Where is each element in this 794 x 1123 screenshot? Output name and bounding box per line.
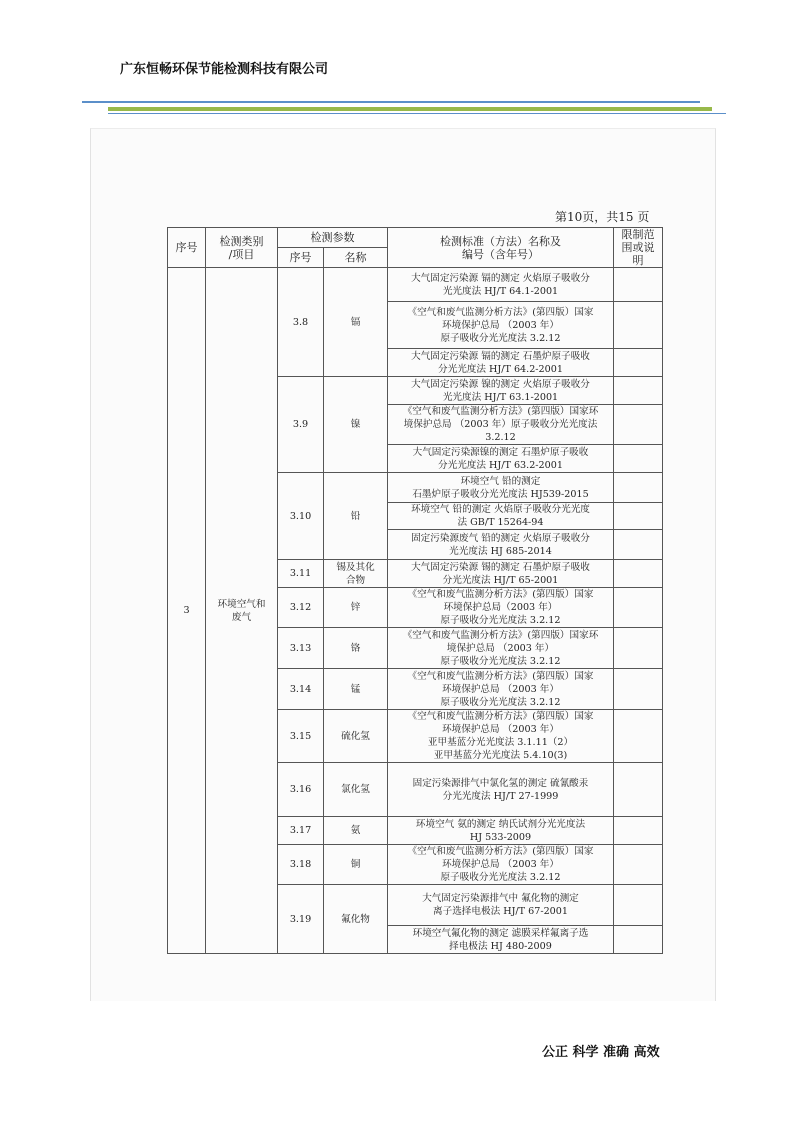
cell-line: 择电极法 HJ 480-2009 (449, 940, 552, 952)
cell-line: 环境空气氟化物的测定 滤膜采样氟离子选 (412, 927, 589, 939)
cell-line: 大气固定污染源镍的测定 石墨炉原子吸收 (412, 446, 589, 458)
cell-line: 大气固定污染源 镍的测定 火焰原子吸收分 (411, 378, 590, 390)
header-params: 检测参数 (278, 228, 388, 248)
param-name (324, 885, 388, 954)
header-param-seq: 序号 (278, 248, 324, 268)
header-param-name: 名称 (324, 248, 388, 268)
cell-line: 原子吸收分光光度法 3.2.12 (440, 332, 561, 344)
limit-cell (614, 503, 663, 530)
param-name (324, 628, 388, 669)
cell-line: 固定污染源排气中氯化氢的测定 硫氰酸汞 (412, 777, 589, 789)
standard-cell (388, 885, 614, 926)
cell-line: 编号（含年号） (462, 247, 539, 261)
limit-cell (614, 560, 663, 588)
param-number: 3.16 (278, 763, 324, 817)
standard-cell (388, 268, 614, 302)
cell-line: 境保护总局 （2003 年） (446, 642, 555, 654)
cell-line: 石墨炉原子吸收分光光度法 HJ539-2015 (412, 488, 589, 500)
cell-line: HJ 533-2009 (469, 831, 532, 843)
param-name (324, 588, 388, 628)
cell-line: 《空气和废气监测分析方法》(第四版）国家环 (402, 406, 599, 417)
param-name (324, 845, 388, 885)
cell-line: 光光度法 HJ/T 63.1-2001 (442, 391, 559, 403)
param-name (324, 669, 388, 710)
limit-cell (614, 268, 663, 302)
cell-line: 锌 (350, 602, 361, 613)
table-row (168, 268, 663, 302)
limit-cell (614, 817, 663, 845)
cell-line: 固定污染源废气 铅的测定 火焰原子吸收分 (411, 532, 590, 544)
cell-line: 《空气和废气监测分析方法》(第四版）国家 (407, 711, 594, 722)
cell-line: 分光光度法 HJ/T 65-2001 (442, 574, 559, 586)
param-number: 3.14 (278, 669, 324, 710)
cell-line: 《空气和废气监测分析方法》(第四版）国家 (407, 589, 594, 600)
param-number: 3.18 (278, 845, 324, 885)
cell-line: 大气固定污染源 镉的测定 石墨炉原子吸收 (411, 350, 590, 362)
cell-line: 大气固定污染源排气中 氟化物的测定 (422, 893, 579, 904)
test-method-table (167, 227, 663, 954)
cell-line: 分光光度法 HJ/T 64.2-2001 (438, 363, 563, 375)
cell-line: 《空气和废气监测分析方法》(第四版）国家 (407, 846, 594, 857)
cell-line: 环境空气 氨的测定 纳氏试剂分光光度法 (415, 818, 586, 830)
header-rule-green (108, 107, 712, 111)
cell-line: 原子吸收分光光度法 3.2.12 (440, 615, 561, 626)
standard-cell (388, 503, 614, 530)
cell-line: 氟化物 (341, 913, 370, 925)
header-seq: 序号 (168, 228, 206, 268)
cell-line: 环境空气 铅的测定 火焰原子吸收分光光度 (411, 504, 590, 515)
standard-cell (388, 669, 614, 710)
limit-cell (614, 628, 663, 669)
cell-line: 镍 (350, 419, 361, 430)
cell-line: 原子吸收分光光度法 3.2.12 (440, 655, 561, 667)
cell-line: 锡及其化 (336, 561, 375, 573)
cell-line: 环境空气 铅的测定 (460, 475, 541, 487)
param-name (324, 817, 388, 845)
standard-cell (388, 817, 614, 845)
standard-cell (388, 445, 614, 473)
param-name (324, 763, 388, 817)
limit-cell (614, 926, 663, 954)
cell-line: 明 (632, 254, 644, 267)
param-name (324, 268, 388, 377)
cell-line: 光光度法 HJ/T 64.1-2001 (442, 285, 559, 297)
cell-line: 《空气和废气监测分析方法》(第四版）国家环 (402, 629, 599, 641)
param-number: 3.8 (278, 268, 324, 377)
param-number: 3.11 (278, 560, 324, 588)
standard-cell (388, 405, 614, 445)
cell-line: /项目 (228, 247, 255, 261)
cell-line: 大气固定污染源 镉的测定 火焰原子吸收分 (411, 272, 590, 284)
cell-line: 环境空气和 (217, 598, 266, 610)
cell-line: 氨 (350, 825, 361, 836)
header-rule-blue (82, 101, 700, 103)
cell-line: 原子吸收分光光度法 3.2.12 (440, 696, 561, 708)
standard-cell (388, 349, 614, 377)
table-body (168, 228, 663, 954)
cell-line: 氯化氢 (341, 784, 370, 795)
cell-line: 环境保护总局 （2003 年） (442, 683, 559, 695)
page-number: 第10页，共15 页 (555, 210, 650, 224)
cell-line: 铜 (350, 859, 361, 870)
cell-line: 铅 (350, 510, 361, 522)
cell-line: 分光光度法 HJ/T 27-1999 (442, 790, 559, 802)
cell-line: 环境保护总局（2003 年） (443, 602, 558, 613)
limit-cell (614, 377, 663, 405)
limit-cell (614, 710, 663, 763)
cell-line: 锰 (350, 683, 361, 695)
param-number: 3.10 (278, 473, 324, 560)
standard-cell (388, 473, 614, 503)
header-limit (614, 228, 663, 268)
table-row (168, 228, 663, 248)
cell-line: 《空气和废气监测分析方法》(第四版）国家 (407, 670, 594, 682)
cell-line: 分光光度法 HJ/T 63.2-2001 (438, 459, 563, 471)
standard-cell (388, 560, 614, 588)
limit-cell (614, 530, 663, 560)
limit-cell (614, 302, 663, 349)
standard-cell (388, 377, 614, 405)
standard-cell (388, 926, 614, 954)
limit-cell (614, 885, 663, 926)
cell-line: 境保护总局 （2003 年）原子吸收分光光度法 (403, 419, 598, 430)
limit-cell (614, 473, 663, 503)
limit-cell (614, 845, 663, 885)
param-number: 3.15 (278, 710, 324, 763)
cell-line: 离子选择电极法 HJ/T 67-2001 (433, 906, 568, 917)
param-name (324, 473, 388, 560)
cell-line: 环境保护总局 （2003 年） (442, 724, 559, 735)
cell-line: 检测标准（方法）名称及 (440, 234, 561, 248)
cell-line: 废气 (231, 611, 252, 623)
cell-line: 硫化氢 (341, 730, 370, 742)
limit-cell (614, 669, 663, 710)
limit-cell (614, 588, 663, 628)
cell-line: 光光度法 HJ 685-2014 (449, 545, 552, 557)
cell-line: 限制范 (621, 228, 655, 241)
limit-cell (614, 445, 663, 473)
footer-slogan: 公正 科学 准确 高效 (542, 1045, 660, 1060)
param-number: 3.17 (278, 817, 324, 845)
standard-cell (388, 302, 614, 349)
cell-line: 亚甲基蓝分光光度法 5.4.10(3) (433, 750, 568, 761)
cell-line: 围或说 (621, 241, 655, 254)
header-standard (388, 228, 614, 268)
limit-cell (614, 405, 663, 445)
param-number: 3.19 (278, 885, 324, 954)
cell-line: 镉 (350, 316, 361, 328)
cell-line: 大气固定污染源 锡的测定 石墨炉原子吸收 (411, 561, 590, 573)
cell-line: 法 GB/T 15264-94 (457, 517, 544, 528)
cell-line: 铬 (350, 642, 361, 654)
cell-line: 环境保护总局 （2003 年） (442, 859, 559, 870)
standard-cell (388, 710, 614, 763)
cell-line: 检测类别 (219, 234, 264, 248)
company-name: 广东恒畅环保节能检测科技有限公司 (120, 62, 329, 77)
limit-cell (614, 763, 663, 817)
group-seq: 3 (168, 268, 206, 954)
header-category (206, 228, 278, 268)
standard-cell (388, 588, 614, 628)
param-number: 3.9 (278, 377, 324, 473)
cell-line: 合物 (345, 574, 366, 586)
standard-cell (388, 628, 614, 669)
param-number: 3.12 (278, 588, 324, 628)
cell-line: 亚甲基蓝分光光度法 3.1.11（2） (427, 737, 574, 748)
header-rule-blue-lower (108, 113, 726, 114)
cell-line: 3.2.12 (485, 432, 516, 443)
cell-line: 环境保护总局 （2003 年） (442, 319, 559, 331)
limit-cell (614, 349, 663, 377)
group-category (206, 268, 278, 954)
cell-line: 《空气和废气监测分析方法》(第四版）国家 (407, 306, 594, 318)
param-name (324, 710, 388, 763)
cell-line: 原子吸收分光光度法 3.2.12 (440, 872, 561, 883)
param-number: 3.13 (278, 628, 324, 669)
standard-cell (388, 845, 614, 885)
param-name (324, 560, 388, 588)
standard-cell (388, 530, 614, 560)
param-name (324, 377, 388, 473)
standard-cell (388, 763, 614, 817)
